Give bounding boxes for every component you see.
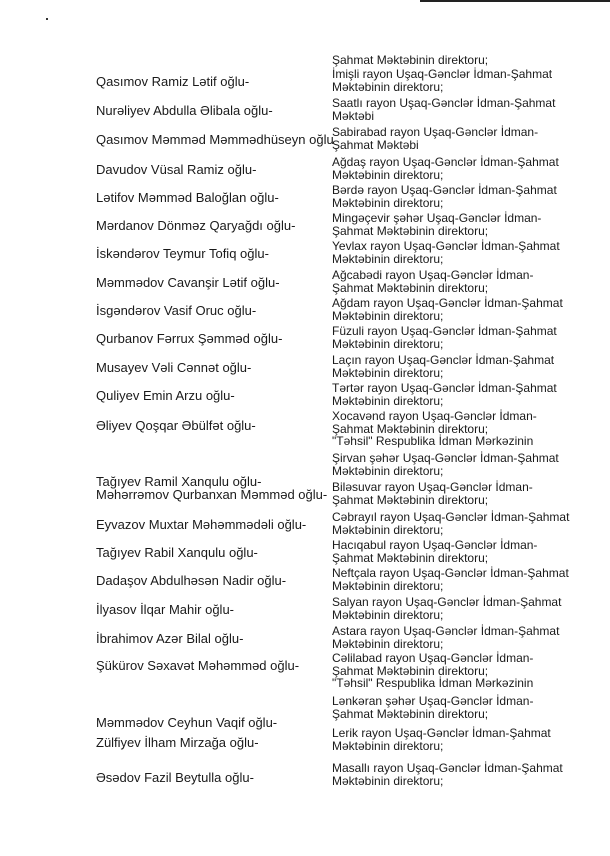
position-line: Hacıqabul rayon Uşaq-Gənclər İdman-	[332, 538, 538, 552]
position-line: Şahmat Məktəbinin direktoru;	[332, 492, 489, 507]
position-line: Şahmat Məktəbinin direktoru;	[332, 706, 489, 721]
scan-speck	[46, 18, 48, 20]
person-name: Zülfiyev İlham Mirzağa oğlu-	[96, 735, 259, 750]
position-title	[332, 325, 592, 350]
person-name: Lətifov Məmməd Baloğlan oğlu-	[96, 190, 279, 205]
person-name: Davudov Vüsal Ramiz oğlu-	[96, 162, 257, 177]
position-title	[332, 625, 592, 650]
position-line: Məktəbinin direktoru;	[332, 79, 444, 94]
position-title	[332, 695, 592, 720]
person-name: Dadaşov Abdulhəsən Nadir oğlu-	[96, 573, 287, 588]
position-line: "Təhsil" Respublika İdman Mərkəzinin	[332, 676, 534, 690]
person-name: Əliyev Qoşqar Əbülfət oğlu-	[96, 418, 256, 433]
position-line: Məktəbinin direktoru;	[332, 195, 444, 210]
person-name: İskəndərov Teymur Tofiq oğlu-	[96, 246, 269, 261]
position-line: Biləsuvar rayon Uşaq-Gənclər İdman-	[332, 480, 533, 494]
position-line: Məktəbinin direktoru;	[332, 463, 444, 478]
position-line: Şahmat Məktəbinin direktoru;	[332, 550, 489, 565]
person-name: Musayev Vəli Cənnət oğlu-	[96, 360, 252, 375]
person-name: Şükürov Səxavət Məhəmməd oğlu-	[96, 658, 300, 673]
person-name: Məmmədov Ceyhun Vaqif oğlu-	[96, 715, 278, 730]
position-line: Şirvan şəhər Uşaq-Gənclər İdman-Şahmat	[332, 451, 559, 465]
position-line: Məktəbinin direktoru;	[332, 607, 444, 622]
position-line: Laçın rayon Uşaq-Gənclər İdman-Şahmat	[332, 353, 555, 367]
position-title	[332, 212, 592, 237]
position-title	[332, 354, 592, 379]
position-line: Məktəbinin direktoru;	[332, 773, 444, 788]
position-line: Şahmat Məktəbinin direktoru;	[332, 280, 489, 295]
position-line: Məktəbinin direktoru;	[332, 636, 444, 651]
person-name: Qasımov Ramiz Lətif oğlu-	[96, 74, 250, 89]
position-line: Sabirabad rayon Uşaq-Gənclər İdman-	[332, 125, 539, 139]
position-line: Bərdə rayon Uşaq-Gənclər İdman-Şahmat	[332, 183, 557, 197]
position-line: Məktəbinin direktoru;	[332, 251, 444, 266]
position-line: Cəlilabad rayon Uşaq-Gənclər İdman-	[332, 651, 534, 665]
person-name: Məhərrəmov Qurbanxan Məmməd oğlu-	[96, 487, 328, 502]
position-title	[332, 297, 592, 322]
person-name: Əsədov Fazil Beytulla oğlu-	[96, 770, 254, 785]
position-title	[332, 410, 592, 448]
position-line: Məktəbinin direktoru;	[332, 336, 444, 351]
person-name: Tağıyev Rabil Xanqulu oğlu-	[96, 545, 258, 560]
position-line: Məktəbinin direktoru;	[332, 167, 444, 182]
person-name: Tağıyev Ramil Xanqulu oğlu-	[96, 474, 262, 489]
position-line: İmişli rayon Uşaq-Gənclər İdman-Şahmat	[332, 67, 553, 81]
position-line: Lənkəran şəhər Uşaq-Gənclər İdman-	[332, 694, 534, 708]
position-line: Ağdaş rayon Uşaq-Gənclər İdman-Şahmat	[332, 155, 559, 169]
position-title	[332, 511, 592, 536]
person-name: Qurbanov Fərrux Şəmməd oğlu-	[96, 331, 283, 346]
position-title	[332, 762, 592, 787]
position-title	[332, 652, 592, 690]
position-title	[332, 240, 592, 265]
position-line: Masallı rayon Uşaq-Gənclər İdman-Şahmat	[332, 761, 563, 775]
person-name: Qasımov Məmməd Məmmədhüseyn oğlu	[96, 132, 334, 147]
position-title	[332, 184, 592, 209]
position-line: Yevlax rayon Uşaq-Gənclər İdman-Şahmat	[332, 239, 560, 253]
position-line: Mingəçevir şəhər Uşaq-Gənclər İdman-	[332, 211, 542, 225]
position-title	[332, 68, 592, 93]
position-line: Saatlı rayon Uşaq-Gənclər İdman-Şahmat	[332, 96, 556, 110]
position-line: Füzuli rayon Uşaq-Gənclər İdman-Şahmat	[332, 324, 557, 338]
position-line: Lerik rayon Uşaq-Gənclər İdman-Şahmat	[332, 726, 551, 740]
continued-position-line: Şahmat Məktəbinin direktoru;	[332, 53, 489, 67]
position-line: Ağdam rayon Uşaq-Gənclər İdman-Şahmat	[332, 296, 563, 310]
position-line: Məktəbinin direktoru;	[332, 308, 444, 323]
position-title	[332, 126, 592, 151]
position-line: Astara rayon Uşaq-Gənclər İdman-Şahmat	[332, 624, 560, 638]
position-line: Məktəbinin direktoru;	[332, 522, 444, 537]
position-line: Salyan rayon Uşaq-Gənclər İdman-Şahmat	[332, 595, 562, 609]
person-name: Quliyev Emin Arzu oğlu-	[96, 388, 235, 403]
person-name: Eyvazov Muxtar Məhəmmədəli oğlu-	[96, 517, 307, 532]
person-name: Məmmədov Cavanşir Lətif oğlu-	[96, 275, 280, 290]
position-title	[332, 156, 592, 181]
person-name: İsgəndərov Vasif Oruc oğlu-	[96, 303, 257, 318]
position-line: Məktəbinin direktoru;	[332, 738, 444, 753]
position-line: Məktəbinin direktoru;	[332, 393, 444, 408]
position-title	[332, 97, 592, 122]
position-line: Ağcabədi rayon Uşaq-Gənclər İdman-	[332, 268, 534, 282]
position-line: Şahmat Məktəbinin direktoru;	[332, 223, 489, 238]
position-line: Məktəbinin direktoru;	[332, 578, 444, 593]
position-line: Məktəbinin direktoru;	[332, 365, 444, 380]
position-line: "Təhsil" Respublika İdman Mərkəzinin	[332, 434, 534, 448]
person-name: İlyasov İlqar Mahir oğlu-	[96, 602, 234, 617]
position-line: Neftçala rayon Uşaq-Gənclər İdman-Şahmat	[332, 566, 569, 580]
person-name: İbrahimov Azər Bilal oğlu-	[96, 631, 244, 646]
position-title	[332, 567, 592, 592]
position-line: Tərtər rayon Uşaq-Gənclər İdman-Şahmat	[332, 381, 557, 395]
position-line: Məktəbi	[332, 108, 375, 123]
position-title	[332, 596, 592, 621]
position-title	[332, 382, 592, 407]
top-rule	[420, 0, 610, 2]
person-name: Nurəliyev Abdulla Əlibala oğlu-	[96, 103, 273, 118]
person-name: Mərdanov Dönməz Qaryağdı oğlu-	[96, 218, 296, 233]
position-line: Xocavənd rayon Uşaq-Gənclər İdman-	[332, 409, 537, 423]
position-line: Cəbrayıl rayon Uşaq-Gənclər İdman-Şahmat	[332, 510, 570, 524]
position-title	[332, 452, 592, 477]
position-line: Şahmat Məktəbinin direktoru;	[332, 663, 489, 678]
position-title	[332, 481, 592, 506]
position-line: Şahmat Məktəbi	[332, 137, 419, 152]
position-line: Şahmat Məktəbinin direktoru;	[332, 421, 489, 436]
position-title	[332, 269, 592, 294]
position-title	[332, 727, 592, 752]
position-title	[332, 539, 592, 564]
